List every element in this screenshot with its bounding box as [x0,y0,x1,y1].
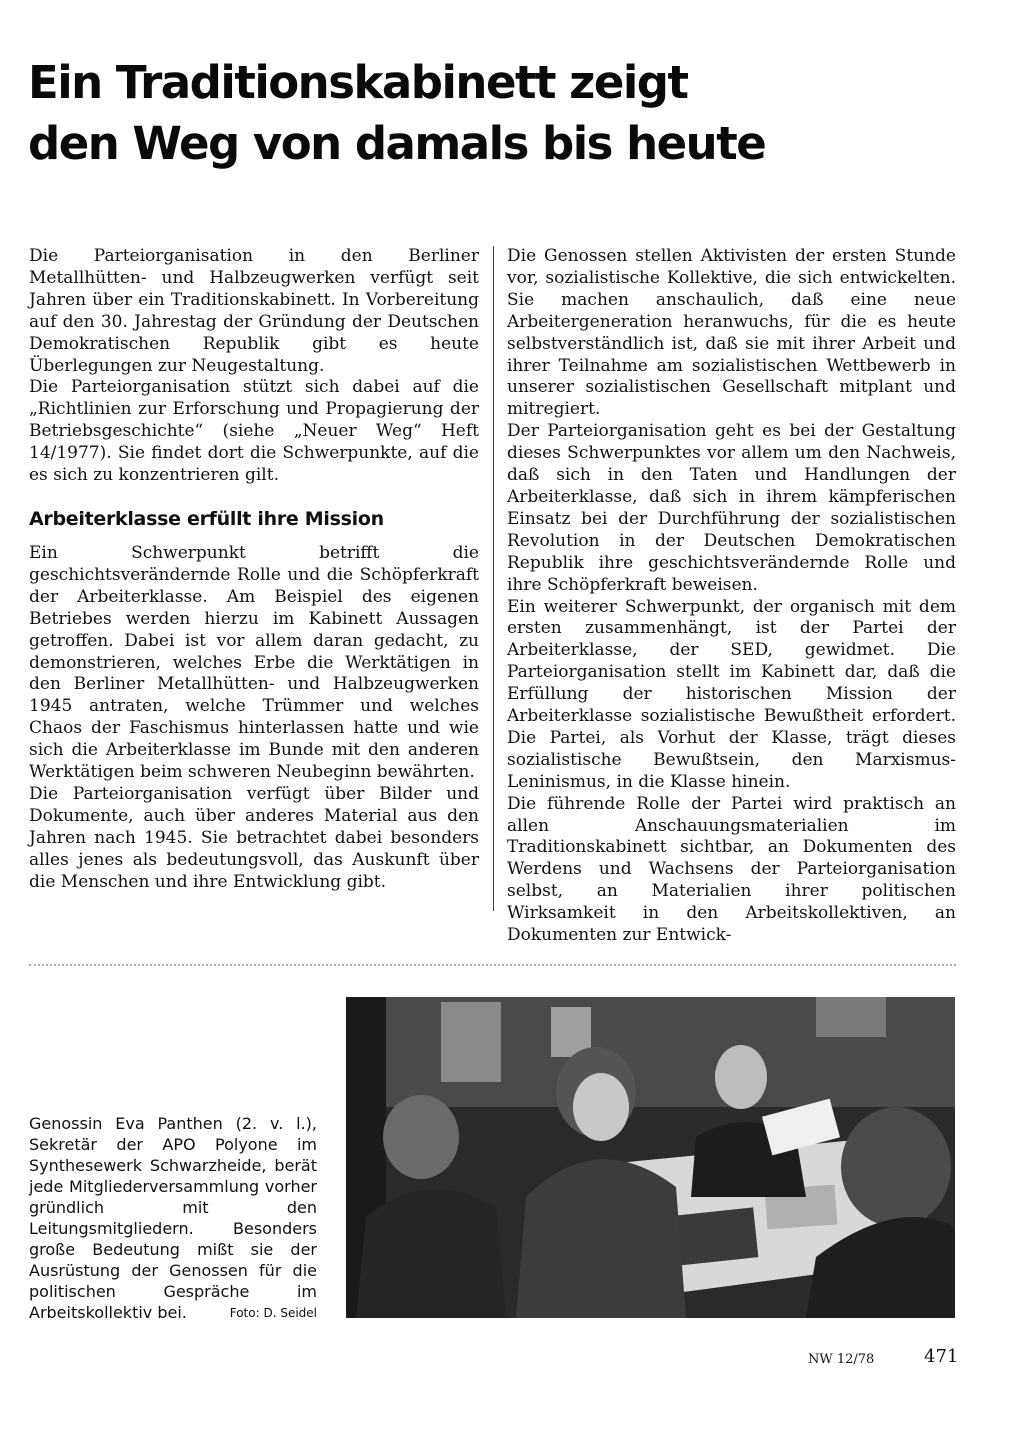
paragraph: Die Parteiorganisation stützt sich dabei auf die „Richtlinien zur Erforschung und Propagierung der Betriebsgeschichte“ (siehe „Neuer Weg“ Heft 14/1977). Sie findet dort die Schwerpunkte, auf die es sich zu konzentrieren gilt. [29,377,479,486]
photo-credit: Foto: D. Seidel [229,1306,317,1320]
photo-caption: Genossin Eva Panthen (2. v. l.), Sekretär der APO Polyone im Synthesewerk Schwarzheide, berät jede Mitgliederversammlung vorher gründlich mit den Leitungsmitgliedern. Besonders große Bedeutung mißt sie der Ausrüstung der Genossen für die politischen Gespräche im Arbeitskollektiv bei. [29,1114,317,1322]
paragraph: Die Genossen stellen Aktivisten der ersten Stunde vor, sozialistische Kollektive, die sich entwickelten. Sie machen anschaulich, daß eine neue Arbeitergeneration heranwuchs, für die es heute selbstverständlich ist, daß sie mit ihrer Arbeit und ihrer Teilnahme am sozialistischen Wettbewerb in unserer sozialistischen Gesellschaft mitplant und mitregiert. [507,246,956,420]
paragraph: Ein weiterer Schwerpunkt, der organisch mit dem ersten zusammenhängt, ist der Partei der Arbeiterklasse, der SED, gewidmet. Die Parteiorganisation stellt im Kabinett dar, daß die Erfüllung der historischen Mission der Arbeiterklasse sozialistische Bewußtheit erfordert. Die Partei, als Vorhut der Klasse, trägt dieses sozialistische Bewußtsein, den Marxismus-Leninismus, in die Klasse hinein. [507,596,956,792]
paragraph: Ein Schwerpunkt betrifft die geschichtsverändernde Rolle und die Schöpferkraft der Arbeiterklasse. Am Beispiel des eigenen Betriebes werden hierzu im Kabinett Aussagen getroffen. Dabei ist vor allem daran gedacht, zu demonstrieren, welches Erbe die Werktätigen in den Berliner Metallhütten- und Halbzeugwerken 1945 antraten, welche Trümmer und welches Chaos der Faschismus hinterlassen hatte und wie sich die Arbeiterklasse im Bunde mit den anderen Werktätigen beim schweren Neubeginn bewährten. [29,542,479,783]
meeting-photo [346,997,955,1318]
page-number: 471 [924,1346,959,1367]
section-divider [29,964,956,966]
section-heading: Arbeiterklasse erfüllt ihre Mission [29,507,384,530]
title-line-1: Ein Traditionskabinett zeigt [28,56,688,109]
paragraph: Die Parteiorganisation verfügt über Bilder und Dokumente, auch über anderes Material aus den Jahren nach 1945. Sie betrachtet dabei besonders alles jenes als bedeutungsvoll, das Auskunft über die Menschen und ihre Entwicklung gibt. [29,783,479,892]
paragraph: Die führende Rolle der Partei wird praktisch an allen Anschauungsmaterialien im Traditionskabinett sichtbar, an Dokumenten des Werdens und Wachsens der Parteiorganisation selbst, an Materialien ihrer politischen Wirksamkeit in den Arbeitskollektiven, an Dokumenten zur Entwick- [507,793,956,946]
paragraph: Der Parteiorganisation geht es bei der Gestaltung dieses Schwerpunktes vor allem um den Nachweis, daß sich in den Taten und Handlungen der Arbeiterklasse, daß sich in ihrem kämpferischen Einsatz bei der Durchführung der sozialistischen Revolution in der Deutschen Demokratischen Republik ihre geschichtsverändernde Rolle und ihre Schöpferkraft beweisen. [507,421,956,595]
photo-illustration [346,997,955,1318]
column-divider [493,246,494,911]
left-column [29,246,479,893]
journal-issue: NW 12/78 [808,1352,875,1367]
article-title [28,52,928,174]
right-column [507,246,956,947]
paragraph: Die Parteiorganisation in den Berliner Metallhütten- und Halbzeugwerken verfügt seit Jahren über ein Traditionskabinett. In Vorbereitung auf den 30. Jahrestag der Gründung der Deutschen Demokratischen Republik gibt es heute Überlegungen zur Neugestaltung. [29,246,479,376]
title-line-2: den Weg von damals bis heute [28,117,766,170]
